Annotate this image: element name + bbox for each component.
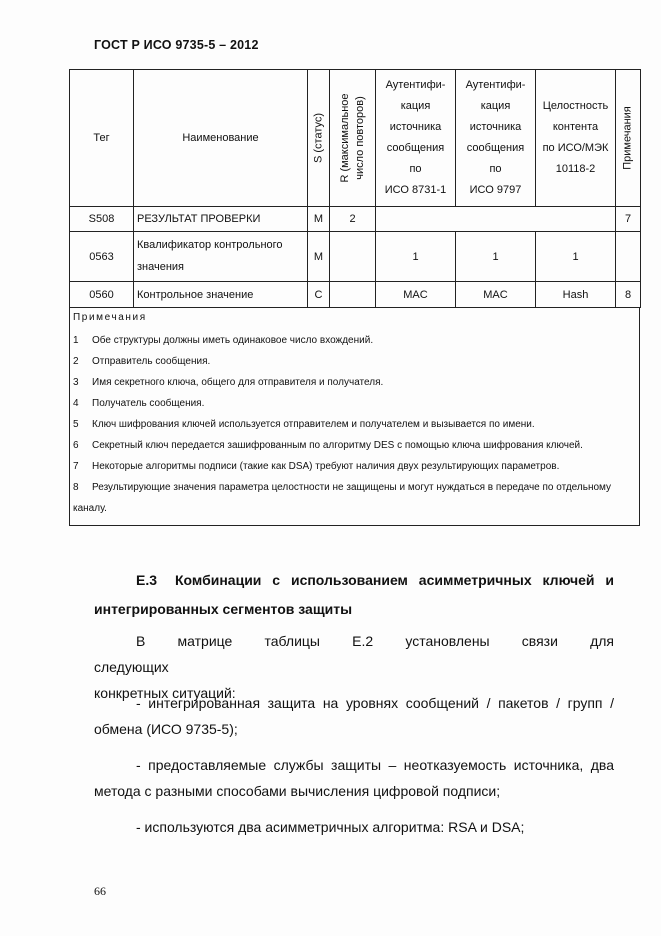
col-header-max-repeats-line-2: число повторов): [353, 96, 366, 180]
cell-note-ref: [616, 232, 641, 282]
note-text: Получатель сообщения.: [92, 398, 205, 409]
header-line: сообщения: [386, 142, 445, 154]
header-line: Целостность: [542, 100, 609, 112]
note-number: 5: [73, 419, 79, 430]
note-item: [73, 393, 636, 414]
cell-max-repeats: [330, 282, 376, 308]
cell-integrity: Hash: [536, 282, 616, 308]
cell-name: Квалификатор контрольного значения: [134, 232, 308, 282]
paragraph-intro-tail: конкретных ситуаций:: [94, 685, 236, 701]
col-header-integrity: [536, 70, 616, 207]
note-text: Имя секретного ключа, общего для отправителя и получателя.: [92, 377, 384, 388]
paragraph-intro-text: В матрице таблицы Е.2 установлены связи для следующих: [94, 633, 614, 675]
list-item: - используются два асимметричных алгоритма: RSA и DSA;: [136, 819, 525, 835]
col-header-status-label: S (статус): [312, 112, 324, 164]
note-number: 4: [73, 398, 79, 409]
note-number: 8: [73, 482, 79, 493]
header-line: ИСО 8731-1: [384, 184, 447, 196]
note-text: Обе структуры должны иметь одинаковое число вхождений.: [92, 335, 374, 346]
specification-table-block: [69, 69, 640, 526]
table-row: [70, 282, 641, 308]
cell-max-repeats: [330, 232, 376, 282]
note-number: 3: [73, 377, 79, 388]
cell-note-ref: 7: [616, 207, 641, 232]
section-heading: [94, 566, 614, 624]
header-line: источника: [389, 121, 442, 133]
note-number: 2: [73, 356, 79, 367]
document-header: ГОСТ Р ИСО 9735-5 – 2012: [94, 38, 259, 52]
header-line: ИСО 9797: [469, 184, 522, 196]
col-header-max-repeats-line-1: R (максимальное: [338, 93, 351, 183]
header-line: 10118-2: [555, 163, 596, 175]
cell-auth-8731: MAC: [376, 282, 456, 308]
header-line: кация: [480, 100, 511, 112]
note-number: 6: [73, 440, 79, 451]
header-line: Аутентифи-: [465, 79, 526, 91]
col-header-auth-9797: [456, 70, 536, 207]
note-item: [73, 477, 636, 519]
cell-tag: S508: [70, 207, 134, 232]
col-header-tag: Тег: [70, 70, 134, 207]
cell-name: Контрольное значение: [134, 282, 308, 308]
cell-tag: 0560: [70, 282, 134, 308]
note-text: Некоторые алгоритмы подписи (такие как DSA) требуют наличия двух результирующих параметров.: [92, 461, 560, 472]
table-notes: [69, 308, 640, 526]
col-header-notes: [616, 70, 641, 207]
header-line: по: [409, 163, 422, 175]
header-line: Аутентифи-: [385, 79, 446, 91]
col-header-notes-label: Примечания: [621, 106, 634, 170]
table-row: [70, 207, 641, 232]
header-line: источника: [469, 121, 522, 133]
note-item: [73, 330, 636, 351]
header-line: кация: [400, 100, 431, 112]
cell-status: M: [308, 232, 330, 282]
cell-auth-9797: MAC: [456, 282, 536, 308]
cell-merged-empty: [376, 207, 616, 232]
cell-name: РЕЗУЛЬТАТ ПРОВЕРКИ: [134, 207, 308, 232]
note-item: [73, 372, 636, 393]
header-line: контента: [552, 121, 599, 133]
cell-status: C: [308, 282, 330, 308]
list-item: - предоставляемые службы защиты – неотказуемость источника, два метода с разными способами вычисления цифровой подписи;: [94, 757, 614, 799]
notes-title: Примечания: [73, 312, 147, 323]
col-header-status: [308, 70, 330, 207]
section-number: Е.3: [136, 572, 158, 588]
col-header-max-repeats: [330, 70, 376, 207]
header-line: по: [489, 163, 502, 175]
cell-max-repeats: 2: [330, 207, 376, 232]
table-header-row: [70, 70, 641, 207]
header-line: по ИСО/МЭК: [542, 142, 609, 154]
cell-status: M: [308, 207, 330, 232]
col-header-max-repeats-label: [338, 93, 368, 182]
note-item: [73, 456, 636, 477]
table-row: [70, 232, 641, 282]
cell-integrity: 1: [536, 232, 616, 282]
specification-table: [69, 69, 641, 308]
col-header-name: Наименование: [134, 70, 308, 207]
note-number: 7: [73, 461, 79, 472]
note-text: Отправитель сообщения.: [92, 356, 211, 367]
page-number: 66: [94, 884, 106, 898]
note-item: [73, 435, 636, 456]
note-number: 1: [73, 335, 79, 346]
cell-auth-8731: 1: [376, 232, 456, 282]
col-header-auth-8731: [376, 70, 456, 207]
note-text: Результирующие значения параметра целостности не защищены и могут нуждаться в передаче по отдельному каналу.: [73, 482, 612, 514]
section-title: Комбинации с использованием асимметричных ключей и интегрированных сегментов защиты: [94, 572, 614, 617]
note-text: Секретный ключ передается зашифрованным по алгоритму DES с помощью ключа шифрования ключей.: [92, 440, 583, 451]
note-text: Ключ шифрования ключей используется отправителем и получателем и вызывается по имени.: [92, 419, 535, 430]
list-item: - интегрированная защита на уровнях сообщений / пакетов / групп / обмена (ИСО 9735-5);: [94, 695, 614, 737]
cell-note-ref: 8: [616, 282, 641, 308]
note-item: [73, 414, 636, 435]
cell-auth-9797: 1: [456, 232, 536, 282]
cell-tag: 0563: [70, 232, 134, 282]
header-line: сообщения: [466, 142, 525, 154]
note-item: [73, 351, 636, 372]
